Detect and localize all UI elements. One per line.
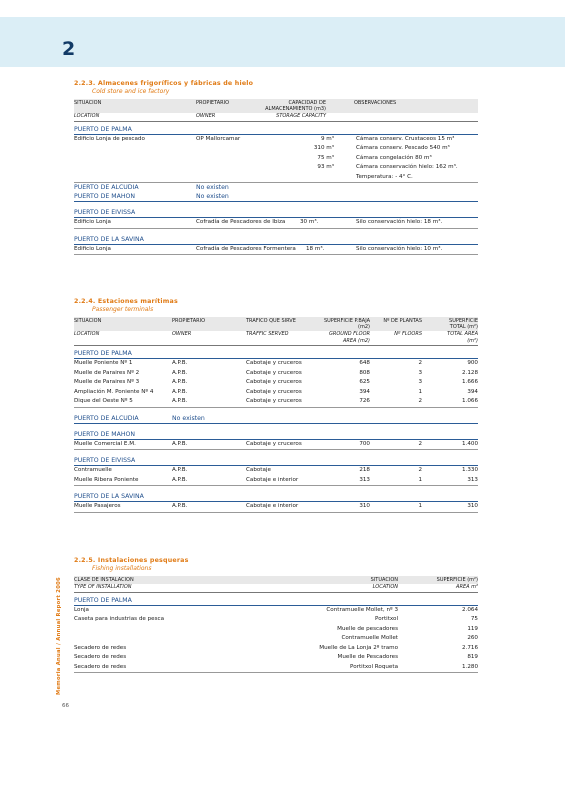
cell: 1 — [418, 503, 422, 510]
cell: 2 — [418, 360, 422, 367]
cell: 18 m³. — [306, 245, 325, 252]
table-header-en — [74, 331, 478, 346]
cell: Cabotaje — [246, 467, 271, 474]
col-header-en: Nº FLOORS — [394, 331, 422, 338]
cell: 30 m³. — [300, 219, 319, 226]
col-header: SUPERFICIE TOTAL (m²) — [449, 318, 478, 331]
cell: Muelle de pescadores — [337, 625, 398, 632]
group-eivissa: PUERTO DE EIVISSA — [74, 450, 478, 466]
cell: Edificio Lonja — [74, 219, 111, 226]
cell: No existen — [172, 414, 205, 422]
section-subtitle: Passenger terminals — [92, 306, 154, 313]
cell: Edificio Lonja — [74, 245, 111, 252]
cell: 310 — [467, 503, 478, 510]
col-header-en: LOCATION — [372, 584, 398, 591]
header-band — [0, 17, 565, 67]
group-eivissa: PUERTO DE EIVISSA — [74, 202, 478, 218]
cell: 75 — [470, 616, 478, 623]
table-header — [74, 576, 478, 584]
cell: 218 — [359, 467, 370, 474]
col-header-en: AREA m² — [456, 584, 478, 591]
cell: Ampliación M. Poniente Nº 4 — [74, 388, 154, 395]
table-row — [74, 634, 478, 644]
cell: Dique del Oeste Nº 5 — [74, 398, 133, 405]
table-row — [74, 606, 478, 616]
cell: 3 — [418, 369, 422, 376]
cell: Caseta para industrias de pesca — [74, 616, 165, 623]
table-row — [74, 653, 478, 663]
table-row — [74, 663, 478, 674]
group-palma: PUERTO DE PALMA — [74, 346, 478, 359]
table-body — [74, 440, 478, 451]
col-header: OBSERVACIONES — [354, 100, 397, 106]
col-header: CAPACIDAD DE ALMACENAMIENTO (m3) — [265, 100, 326, 113]
col-header-en: OWNER — [196, 113, 216, 120]
section-cold-store — [74, 80, 478, 255]
cell: Lonja — [74, 606, 89, 613]
cell: 310 — [359, 503, 370, 510]
col-header: PROPIETARIO — [172, 318, 206, 324]
table-body — [74, 606, 478, 674]
cell: A.P.B. — [172, 398, 188, 405]
cell: Cabotaje y cruceros — [246, 379, 302, 386]
col-header-en: TOTAL AREA (m²) — [447, 331, 478, 344]
cell: A.P.B. — [172, 476, 188, 483]
cell: 625 — [359, 379, 370, 386]
table-row — [74, 476, 478, 487]
col-header-en: STORAGE CAPACITY — [276, 113, 326, 120]
cell: Contramuelle Mollet — [341, 635, 398, 642]
col-header: SUPERFICIE (m²) — [436, 577, 478, 583]
table-row — [74, 173, 478, 184]
cell: Muelle de Paraires Nº 3 — [74, 379, 140, 386]
chapter-number: 2 — [62, 38, 76, 60]
cell: OP Mallorcamar — [196, 135, 241, 142]
table-row — [74, 154, 478, 164]
col-header: SITUACION — [74, 100, 102, 106]
cell: Edificio Lonja de pescado — [74, 135, 145, 142]
cell: Muelle de Paraires Nº 2 — [74, 369, 140, 376]
cell: 1 — [418, 388, 422, 395]
cell: Cabotaje y cruceros — [246, 388, 302, 395]
table-row — [74, 502, 478, 513]
cell: Cámara conserv. Crustaceos 15 m³ — [356, 135, 455, 142]
col-header: TRAFICO QUE SIRVE — [246, 318, 296, 324]
cell: 119 — [467, 625, 478, 632]
cell: Muelle Poniente Nº 1 — [74, 360, 133, 367]
section-title: 2.2.4. Estaciones marítimas — [74, 298, 178, 305]
side-text: Memoria Anual / Annual Report 2006 — [56, 577, 62, 695]
section-fishing-installations — [74, 557, 478, 673]
col-header-en: GROUND FLOOR AREA (m2) — [329, 331, 370, 344]
cell: Cabotaje y cruceros — [246, 360, 302, 367]
cell: Cabotaje e interior — [246, 503, 299, 510]
col-header: SITUACION — [370, 577, 398, 583]
cell: A.P.B. — [172, 503, 188, 510]
cell: Portitxol Roqueta — [350, 663, 398, 670]
cell: 1.280 — [461, 663, 478, 670]
cell: Cofradía de Pescadores de Ibiza — [196, 219, 286, 226]
cell: Portitxol — [375, 616, 398, 623]
cell: 394 — [467, 388, 478, 395]
group-palma: PUERTO DE PALMA — [74, 122, 478, 135]
col-header-en: LOCATION — [74, 113, 100, 120]
table-row — [74, 378, 478, 388]
cell: Cabotaje y cruceros — [246, 440, 302, 447]
table-header-en — [74, 113, 478, 122]
table-body — [74, 466, 478, 486]
table-row — [74, 397, 478, 408]
section-subtitle: Cold store and ice factory — [92, 88, 170, 95]
cell: 2.064 — [461, 606, 478, 613]
cell: Contramuelle Mollet, nº 3 — [326, 606, 398, 613]
cell: Cabotaje y cruceros — [246, 398, 302, 405]
cell: Cámara conserv. Pescado 540 m³ — [356, 145, 450, 152]
table-row — [74, 388, 478, 398]
cell: Cámara conservación hielo: 162 m³. — [356, 164, 458, 171]
table-row — [74, 615, 478, 625]
section-subtitle: Fishing installations — [92, 565, 152, 572]
cell: Temperatura: - 4° C. — [356, 173, 413, 180]
cell: No existen — [196, 193, 229, 201]
col-header: SITUACION — [74, 318, 102, 324]
col-header: SUPERFICIE P.BAJA (m2) — [323, 318, 370, 331]
cell — [74, 625, 274, 635]
cell: Secadero de redes — [74, 663, 127, 670]
section-title: 2.2.3. Almacenes frigoríficos y fábricas de hielo — [74, 80, 254, 87]
cell: 310 m³ — [313, 145, 334, 152]
cell: Muelle de La Lonja 2º tramo — [319, 644, 398, 651]
table-body — [74, 359, 478, 408]
cell: A.P.B. — [172, 440, 188, 447]
cell: Contramuelle — [74, 467, 112, 474]
table-row — [74, 625, 478, 635]
cell: Muelle de Pescadores — [337, 654, 398, 661]
cell: 2.716 — [461, 644, 478, 651]
group-mahon: PUERTO DE MAHON — [74, 424, 478, 440]
cell: A.P.B. — [172, 379, 188, 386]
cell: No existen — [196, 184, 229, 192]
col-header: Nº DE PLANTAS — [383, 318, 422, 324]
cell: Muelle Ribera Poniente — [74, 476, 139, 483]
cell: Cabotaje e interior — [246, 476, 299, 483]
cell: 808 — [359, 369, 370, 376]
group-label: PUERTO DE ALCUDIA — [74, 184, 139, 192]
cell: A.P.B. — [172, 360, 188, 367]
group-savina: PUERTO DE LA SAVINA — [74, 229, 478, 245]
cell: 313 — [467, 476, 478, 483]
cell: 9 m³ — [320, 135, 334, 142]
page-number: 66 — [62, 703, 69, 709]
cell: 2 — [418, 440, 422, 447]
cell: 648 — [359, 360, 370, 367]
cell — [74, 634, 274, 644]
group-alcudia — [74, 408, 478, 424]
cell: 819 — [467, 654, 478, 661]
table-row — [74, 135, 478, 145]
table-header — [74, 317, 478, 331]
cell: 2.128 — [461, 369, 478, 376]
table-row — [74, 466, 478, 476]
cell: Silo conservación hielo: 10 m³. — [356, 245, 443, 252]
cell: 900 — [467, 360, 478, 367]
col-header-en: TRAFFIC SERVED — [246, 331, 289, 338]
group-palma: PUERTO DE PALMA — [74, 593, 478, 606]
col-header: CLASE DE INSTALACION — [74, 577, 134, 583]
group-alcudia — [74, 183, 478, 192]
cell: 1.066 — [461, 398, 478, 405]
cell: Cofradía de Pescadores Formentera — [196, 245, 296, 252]
cell: Secadero de redes — [74, 644, 127, 651]
col-header-en: LOCATION — [74, 331, 100, 338]
cell: 1 — [418, 476, 422, 483]
table-row — [74, 163, 478, 173]
table-row — [74, 245, 478, 256]
cell: A.P.B. — [172, 467, 188, 474]
col-header: PROPIETARIO — [196, 100, 230, 106]
section-passenger-terminals — [74, 298, 478, 513]
table-row — [74, 359, 478, 369]
cell: Muelle Pasajeros — [74, 503, 121, 510]
cell: 394 — [359, 388, 370, 395]
table-row — [74, 369, 478, 379]
section-title: 2.2.5. Instalaciones pesqueras — [74, 557, 189, 564]
table-row — [74, 440, 478, 451]
cell: Silo conservación hielo: 18 m³. — [356, 219, 443, 226]
group-mahon — [74, 192, 478, 202]
cell: Cabotaje y cruceros — [246, 369, 302, 376]
group-label: PUERTO DE ALCUDIA — [74, 414, 139, 422]
side-running-title — [56, 577, 64, 695]
table-header-en — [74, 584, 478, 593]
table-body — [74, 502, 478, 513]
cell: A.P.B. — [172, 388, 188, 395]
cell: Muelle Comercial E.M. — [74, 440, 136, 447]
group-label: PUERTO DE MAHON — [74, 193, 135, 201]
cell: 2 — [418, 467, 422, 474]
group-savina: PUERTO DE LA SAVINA — [74, 486, 478, 502]
table-row — [74, 144, 478, 154]
cell: 726 — [359, 398, 370, 405]
cell: 313 — [359, 476, 370, 483]
cell: 260 — [467, 635, 478, 642]
cell: 700 — [359, 440, 370, 447]
cell: Secadero de redes — [74, 654, 127, 661]
cell: A.P.B. — [172, 369, 188, 376]
table-header — [74, 99, 478, 113]
cell: 93 m³ — [317, 164, 334, 171]
cell: 2 — [418, 398, 422, 405]
cell: 3 — [418, 379, 422, 386]
cell: Cámara congelación 80 m³ — [356, 154, 432, 161]
table-row — [74, 644, 478, 654]
cell: 75 m³ — [317, 154, 334, 161]
cell: 1.330 — [461, 467, 478, 474]
cell: 1.400 — [461, 440, 478, 447]
cell: 1.666 — [461, 379, 478, 386]
col-header-en: OWNER — [172, 331, 192, 338]
col-header-en: TYPE OF INSTALLATION — [74, 584, 132, 591]
table-row — [74, 218, 478, 229]
